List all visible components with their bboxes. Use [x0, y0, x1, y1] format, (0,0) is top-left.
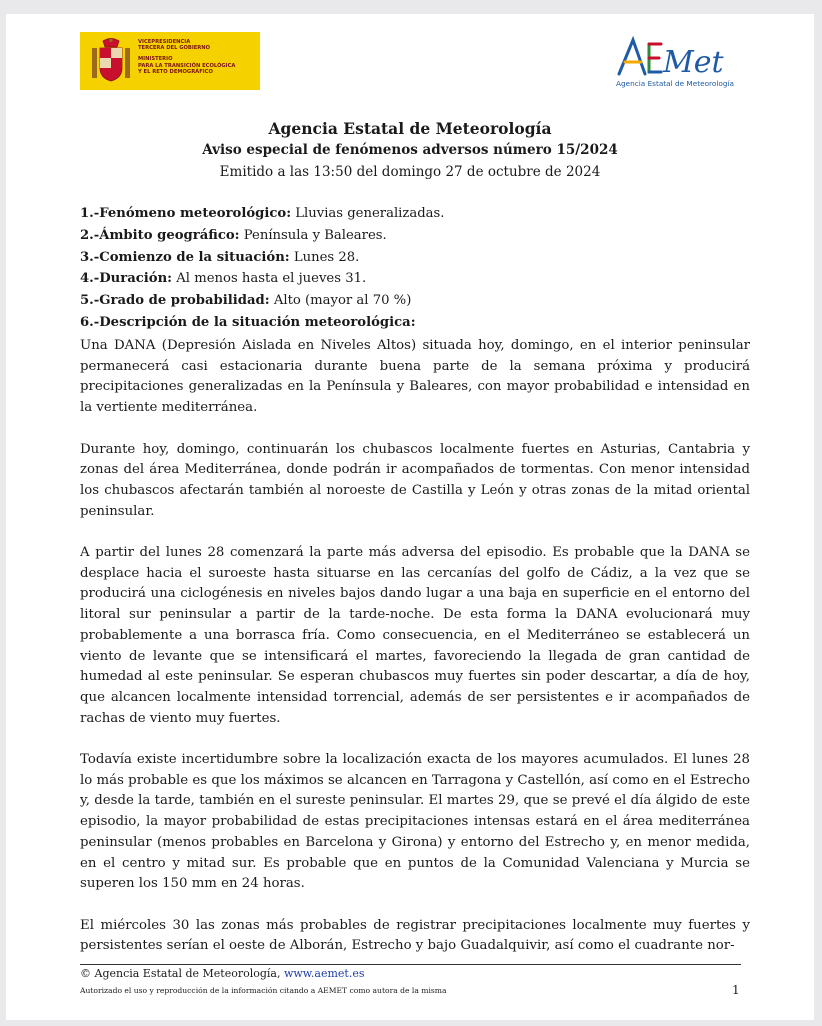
item-probability: 5.-Grado de probabilidad: Alto (mayor al 70 %)	[80, 293, 412, 309]
item-phenomenon: 1.-Fenómeno meteorológico: Lluvias generalizadas.	[80, 206, 445, 221]
paragraph: Una DANA (Depresión Aislada en Niveles Altos) situada hoy, domingo, en el interior peninsular permanecerá casi estacionaria durante buena parte de la semana próxima y producirá precipitaciones generalizadas en la Península y Baleares, con mayor probabilidad e intensidad en la vertiente mediterránea.	[80, 338, 750, 416]
notice-items	[80, 203, 750, 334]
notice-header	[6, 118, 814, 183]
agency-title: Agencia Estatal de Meteorología	[268, 119, 552, 138]
aemet-website-link[interactable]: www.aemet.es	[283, 967, 365, 980]
item-start: 3.-Comienzo de la situación: Lunes 28.	[80, 249, 360, 265]
government-logo	[80, 32, 260, 90]
paragraph: Durante hoy, domingo, continuarán los chubascos localmente fuertes en Asturias, Cantabria y zonas del área Mediterránea, donde podrán ir acompañados de tormentas. Con menor intensidad los chubascos afectarán también al noroeste de Castilla y León y otras zonas de la mitad oriental peninsular.	[80, 441, 750, 519]
aemet-logo-subtitle: Agencia Estatal de Meteorología	[616, 79, 734, 88]
paragraph: A partir del lunes 28 comenzará la parte más adversa del episodio. Es probable que la DANA se desplace hacia el suroeste hasta situarse en las cercanías del golfo de Cádiz, a la vez que se producirá una ciclogénesis en niveles bajos dando lugar a una baja en superficie en el entorno del litoral sur peninsular a partir de la tarde-noche. De esta forma la DANA evolucionará muy probablemente a una borrasca fría. Como consecuencia, en el Mediterráneo se establecerá un viento de levante que se intensificará el martes, favoreciendo la llegada de gran cantidad de humedad al este peninsular. Se esperan chubascos muy fuertes sin poder descartar, a día de hoy, que alcancen localmente intensidad torrencial, además de ser persistentes e ir acompañados de rachas de viento muy fuertes.	[80, 545, 750, 726]
item-duration: 4.-Duración: Al menos hasta el jueves 31.	[80, 271, 367, 287]
paragraph: El miércoles 30 las zonas más probables de registrar precipitaciones localmente muy fuertes y persistentes serían el oeste de Alborán, Estrecho y bajo Guadalquivir, así como el cuadrante nor-	[80, 917, 750, 954]
page-number: 1	[732, 983, 740, 997]
document-page	[6, 14, 814, 1020]
issued-line: Emitido a las 13:50 del domingo 27 de octubre de 2024	[219, 164, 601, 180]
coat-of-arms-icon	[90, 38, 132, 84]
notice-title: Aviso especial de fenómenos adversos número 15/2024	[202, 142, 618, 158]
paragraph: Todavía existe incertidumbre sobre la localización exacta de los mayores acumulados. El lunes 28 lo más probable es que los máximos se alcancen en Tarragona y Castellón, así como en el Estrecho y, desde la tarde, también en el sureste peninsular. El martes 29, que se prevé el día álgido de este episodio, la mayor probabilidad de estas precipitaciones intensas estará en el área mediterránea peninsular (menos probables en Barcelona y Girona) y entorno del Estrecho y, en menor medida, en el centro y mitad sur. Es probable que en puntos de la Comunidad Valenciana y Murcia se superen los 150 mm en 24 horas.	[80, 752, 750, 892]
svg-text:Met: Met	[663, 45, 724, 80]
government-logo-text: VICEPRESIDENCIA TERCERA DEL GOBIERNO MINISTERIO PARA LA TRANSICIÓN ECOLÓGICA Y EL RETO DEMOGRÁFICO	[138, 39, 236, 75]
footer-usage-notice: Autorizado el uso y reproducción de la información citando a AEMET como autora de la misma	[80, 986, 447, 995]
footer-copyright: © Agencia Estatal de Meteorología, www.aemet.es	[80, 967, 365, 980]
footer-divider	[80, 964, 741, 965]
description-body	[80, 336, 750, 978]
item-description-heading: 6.-Descripción de la situación meteorológica:	[80, 314, 416, 330]
item-area: 2.-Ámbito geográfico: Península y Baleares.	[80, 227, 387, 243]
